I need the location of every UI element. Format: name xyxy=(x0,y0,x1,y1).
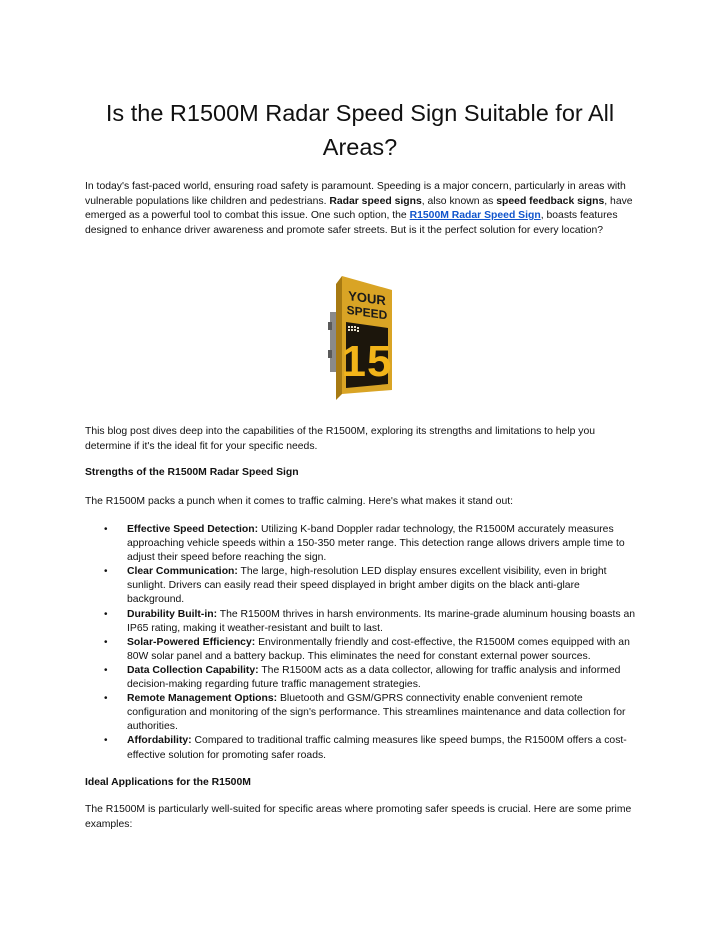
list-item-text: The large, high-resolution LED display ensures excellent visibility, even in bright sunlight. Drivers can easily read their speed displayed in bright amber digits on the black anti-glare background. xyxy=(127,566,607,606)
bullet-icon: • xyxy=(104,608,108,620)
intro-text-4: , boasts features designed to enhance driver awareness and promote safer streets. But is it the perfect solution for every location? xyxy=(85,210,618,236)
strengths-heading: Strengths of the R1500M Radar Speed Sign xyxy=(85,467,299,478)
list-item-text: Bluetooth and GSM/GPRS connectivity enable convenient remote configuration and monitoring of the sign's performance. This streamlines maintenance and data collection for authorities. xyxy=(127,693,626,733)
list-item xyxy=(85,734,637,762)
packs-paragraph: The R1500M packs a punch when it comes to traffic calming. Here's what makes it stand out: xyxy=(85,496,514,507)
mount-bracket xyxy=(330,312,336,372)
list-item xyxy=(85,565,637,607)
r1500m-product-link[interactable]: R1500M Radar Speed Sign xyxy=(409,210,541,222)
intro-bold-speed-feedback-signs: speed feedback signs xyxy=(496,195,605,207)
list-item-text: The R1500M thrives in harsh environments. Its marine-grade aluminum housing boasts an IP65 rating, making it weather-resistant and built to last. xyxy=(127,608,636,634)
list-item-label: Durability Built-in: xyxy=(127,608,218,620)
intro-paragraph xyxy=(85,180,637,238)
list-item-text: Compared to traditional traffic calming measures like speed bumps, the R1500M offers a cost-effective solution for promoting safer roads. xyxy=(127,735,627,761)
radar-speed-sign-graphic xyxy=(320,272,400,402)
bullet-icon: • xyxy=(104,524,108,535)
list-item-text: The R1500M acts as a data collector, allowing for traffic analysis and informed decision-making regarding future traffic management strategies. xyxy=(127,664,621,691)
radar-speed-sign-image xyxy=(320,272,400,402)
ideal-applications-heading: Ideal Applications for the R1500M xyxy=(85,777,251,788)
list-item-label: Remote Management Options: xyxy=(127,693,278,705)
list-item-label: Affordability: xyxy=(127,735,192,747)
list-item xyxy=(85,523,637,565)
list-item-label: Data Collection Capability: xyxy=(127,664,259,676)
bullet-icon: • xyxy=(104,693,108,705)
list-item-label: Clear Communication: xyxy=(127,566,238,578)
list-item xyxy=(85,636,637,664)
intro-text-3: , have emerged as a powerful tool to combat this issue. One such option, the xyxy=(85,195,633,222)
sign-text-speed: SPEED xyxy=(346,302,388,323)
led-speed-digits: 15 xyxy=(341,337,393,386)
page-title: Is the R1500M Radar Speed Sign Suitable for All Areas? xyxy=(105,100,615,160)
ideal-applications-paragraph: The R1500M is particularly well-suited for specific areas where promoting safer speeds is crucial. Here are some prime examples: xyxy=(85,804,632,830)
bullet-icon: • xyxy=(104,735,108,747)
strengths-list xyxy=(85,523,637,763)
sign-text-your: YOUR xyxy=(348,288,386,309)
list-item xyxy=(85,608,637,636)
bullet-icon: • xyxy=(104,664,108,676)
intro-text-2: , also known as xyxy=(421,195,497,207)
dives-paragraph: This blog post dives deep into the capabilities of the R1500M, exploring its strengths and limitations to help you determine if it's the ideal fit for your specific needs. xyxy=(85,426,596,452)
list-item-text: Environmentally friendly and cost-effective, the R1500M comes equipped with an 80W solar panel and a battery backup. This eliminates the need for constant external power sources. xyxy=(127,636,630,662)
list-item xyxy=(85,664,637,692)
bullet-icon: • xyxy=(104,636,108,648)
bracket-clamp-bottom xyxy=(328,350,332,358)
intro-text-1: In today's fast-paced world, ensuring road safety is paramount. Speeding is a major concern, particularly in areas with vulnerable populations like children and pedestrians. xyxy=(85,181,626,207)
list-item-label: Effective Speed Detection: xyxy=(127,524,259,535)
list-item xyxy=(85,692,637,734)
list-item-label: Solar-Powered Efficiency: xyxy=(127,636,256,648)
list-item-text: Utilizing K-band Doppler radar technology, the R1500M accurately measures approaching vehicle speeds within a 150-350 meter range. This detection range allows drivers ample time to adjust their speed before reaching the sign. xyxy=(127,524,625,564)
bracket-clamp-top xyxy=(328,322,332,330)
intro-bold-radar-speed-signs: Radar speed signs xyxy=(329,195,422,207)
bullet-icon: • xyxy=(104,566,108,578)
